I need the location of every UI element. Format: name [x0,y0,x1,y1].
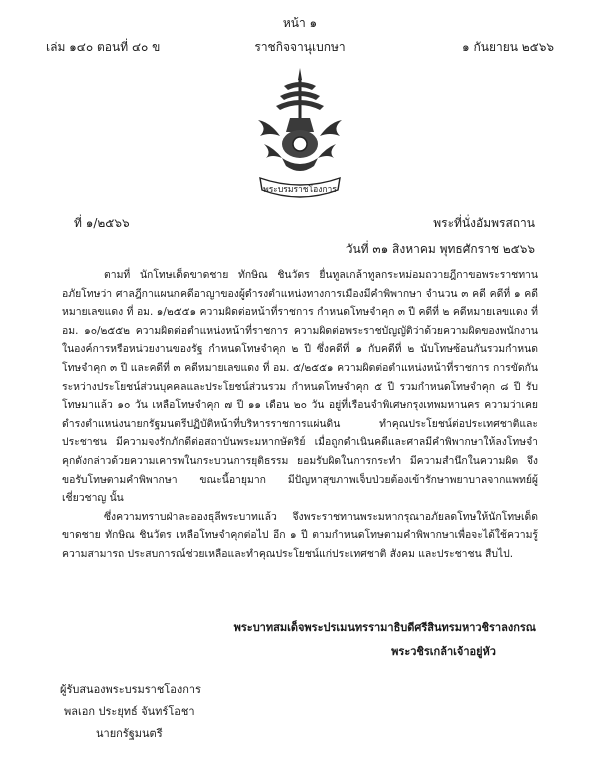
publish-date: ๑ กันยายน ๒๕๖๖ [462,40,554,54]
paragraph-1: ตามที่ นักโทษเด็ดขาดชาย ทักษิณ ชินวัตร ยื่นทูลเกล้าทูลกระหม่อมถวายฎีกาขอพระราชทานอภัยโทษว่า ศาลฎีกาแผนกคดีอาญาของผู้ดำรงตำแหน่งทางการเมืองมีคำพิพากษา จำนวน ๓ คดี คดีที่ ๑ คดีหมายเลขแดง ที่ อม. ๑/๒๕๕๑ ความผิดต่อหน้าที่ราชการ กำหนดโทษจำคุก ๓ ปี คดีที่ ๒ คดีหมายเลขแดง ที่ อม. ๑๐/๒๕๕๒ ความผิดต่อตำแหน่งหน้าที่ราชการ ความผิดต่อพระราชบัญญัติว่าด้วยความผิดของพนักงานในองค์การหรือหน่วยงานของรัฐ กำหนดโทษจำคุก ๒ ปี ซึ่งคดีที่ ๑ กับคดีที่ ๒ นับโทษซ้อนกันรวมกำหนดโทษจำคุก ๓ ปี และคดีที่ ๓ คดีหมายเลขแดง ที่ อม. ๕/๒๕๕๑ ความผิดต่อตำแหน่งหน้าที่ราชการ การขัดกันระหว่างประโยชน์ส่วนบุคคลและประโยชน์ส่วนรวม กำหนดโทษจำคุก ๕ ปี รวมกำหนดโทษจำคุก ๘ ปี รับโทษมาแล้ว ๑๐ วัน เหลือโทษจำคุก ๗ ปี ๑๑ เดือน ๒๐ วัน อยู่ที่เรือนจำพิเศษกรุงเทพมหานคร ความว่าเคยดำรงตำแหน่งนายกรัฐมนตรีปฏิบัติหน้าที่บริหารราชการแผ่นดิน ทำคุณประโยชน์ต่อประเทศชาติและประชาชน มีความจงรักภักดีต่อสถาบันพระมหากษัตริย์ เมื่อถูกดำเนินคดีและศาลมีคำพิพากษาให้ลงโทษจำคุกดังกล่าวด้วยความเคารพในกระบวนการยุติธรรม ยอมรับผิดในการกระทำ มีความสำนึกในความผิด จึงขอรับโทษตามคำพิพากษา ขณะนี้อายุมาก มีปัญหาสุขภาพเจ็บป่วยต้องเข้ารักษาพยาบาลจากแพทย์ผู้เชี่ยวชาญ นั้น [62,269,538,505]
countersign-label: ผู้รับสนองพระบรมราชโองการ [60,683,201,696]
royal-signature-title: พระวชิรเกล้าเจ้าอยู่หัว [391,645,496,658]
proclamation-body [62,266,538,564]
countersign-position: นายกรัฐมนตรี [96,727,163,740]
gazette-header [46,38,554,54]
volume-issue: เล่ม ๑๔๐ ตอนที่ ๔๐ ข [46,40,161,54]
royal-emblem-icon [240,66,360,206]
reference-number: ที่ ๑/๒๕๖๖ [74,216,130,230]
royal-signature-name: พระบาทสมเด็จพระปรเมนทรรามาธิบดีศรีสินทรมหาวชิราลงกรณ [233,621,536,634]
issue-place: พระที่นั่งอัมพรสถาน [433,216,535,230]
issue-date: วันที่ ๓๑ สิงหาคม พุทธศักราช ๒๕๖๖ [345,242,535,256]
gazette-title: ราชกิจจานุเบกษา [254,40,346,54]
paragraph-2: ซึ่งความทราบฝ่าละอองธุลีพระบาทแล้ว จึงพระราชทานพระมหากรุณาอภัยลดโทษให้นักโทษเด็ดขาดชาย ทักษิณ ชินวัตร เหลือโทษจำคุกต่อไป อีก ๑ ปี ตามกำหนดโทษตามคำพิพากษาเพื่อจะได้ใช้ความรู้ความสามารถ ประสบการณ์ช่วยเหลือและทำคุณประโยชน์แก่ประเทศชาติ สังคม และประชาชน สืบไป. [62,510,538,560]
emblem-banner-text: พระบรมราชโองการ [263,185,337,195]
page-number: หน้า ๑ [282,16,318,30]
countersign-name: พลเอก ประยุทธ์ จันทร์โอชา [64,705,195,718]
